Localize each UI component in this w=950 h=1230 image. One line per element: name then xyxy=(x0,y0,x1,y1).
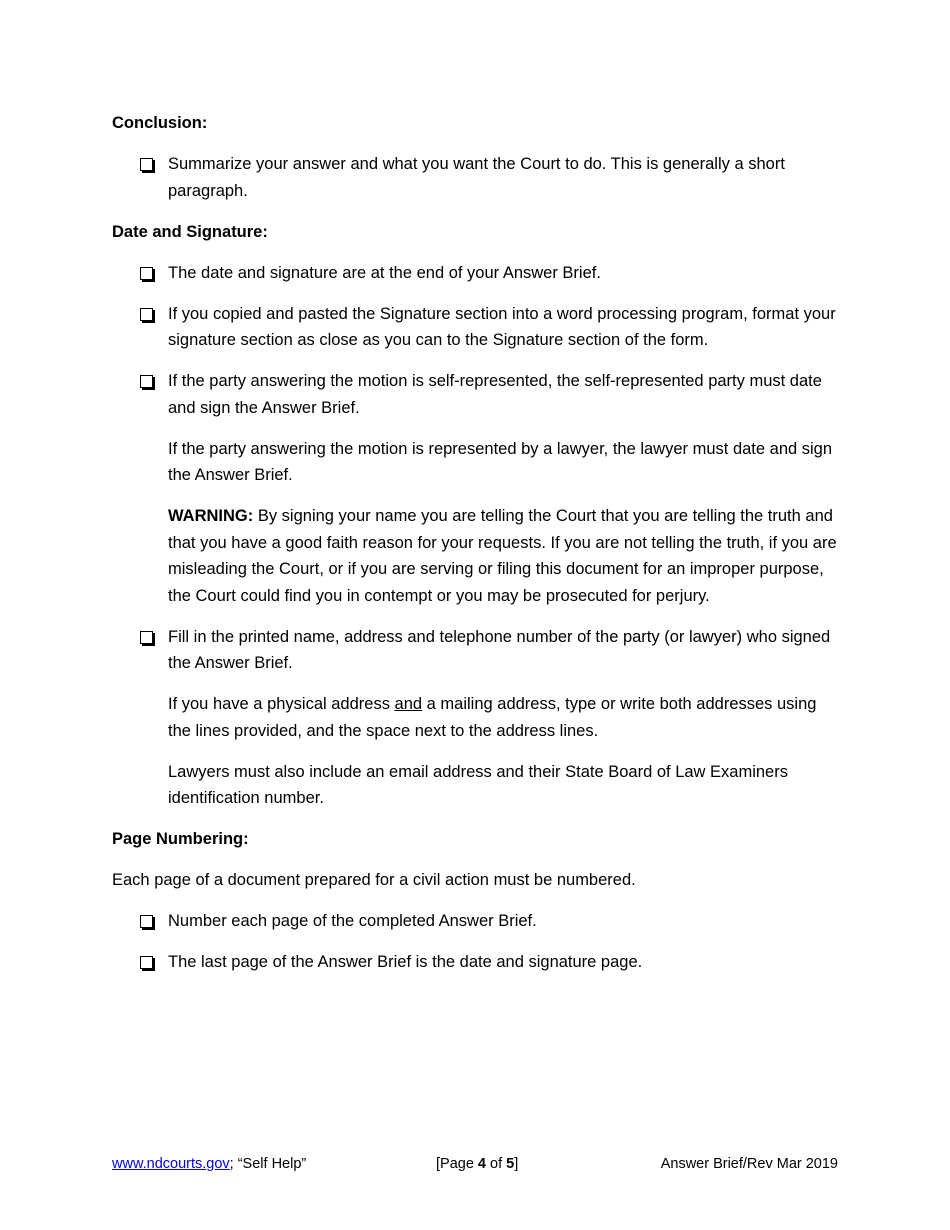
checkbox-icon xyxy=(140,158,153,171)
checklist-item xyxy=(112,368,842,421)
checklist-item xyxy=(112,260,842,287)
form-revision: Answer Brief/Rev Mar 2019 xyxy=(660,1156,838,1172)
checklist-item-text: The date and signature are at the end of your Answer Brief. xyxy=(168,263,601,282)
checklist-item xyxy=(112,301,842,354)
checkbox-icon xyxy=(140,915,153,928)
checklist-item xyxy=(112,949,842,976)
address-note-end: a mailing address, type or write both addresses using the lines provided, and the space next to the address lines. xyxy=(168,695,817,740)
warning-text: By signing your name you are telling the Court that you are telling the truth and that you have a good faith reason for your requests. If you are not telling the truth, if you are misleading the Court, or if you are serving or filing this document for an improper purpose, the Court could find you in contempt or you may be prosecuted for perjury. xyxy=(168,507,837,605)
page-numbering-heading: Page Numbering: xyxy=(112,830,249,848)
checklist-item-text: Fill in the printed name, address and telephone number of the party (or lawyer) who signed the Answer Brief. xyxy=(168,627,831,672)
checklist-item-text: Summarize your answer and what you want the Court to do. This is generally a short paragraph. xyxy=(168,155,785,200)
checkbox-icon xyxy=(140,375,153,388)
footer-source-suffix: ; “Self Help” xyxy=(229,1156,307,1172)
page-indicator xyxy=(436,1153,518,1175)
conclusion-heading: Conclusion: xyxy=(112,114,208,132)
checkbox-icon xyxy=(140,631,153,644)
page-footer xyxy=(112,1153,838,1175)
page-suffix: ] xyxy=(514,1156,519,1172)
address-note-start: If you have a physical address xyxy=(168,695,395,713)
checkbox-icon xyxy=(140,308,153,321)
page-prefix: [Page xyxy=(436,1156,478,1172)
checkbox-icon xyxy=(140,267,153,280)
footer-source xyxy=(112,1153,306,1175)
ndcourts-link[interactable]: www.ndcourts.gov xyxy=(112,1156,230,1172)
page-current: 4 xyxy=(477,1156,486,1172)
page-numbering-intro: Each page of a document prepared for a civil action must be numbered. xyxy=(112,871,636,889)
address-note-underlined: and xyxy=(394,695,423,713)
checklist-item-text: Number each page of the completed Answer Brief. xyxy=(168,912,537,930)
warning-label: WARNING: xyxy=(168,507,254,525)
checklist-item-text: The last page of the Answer Brief is the date and signature page. xyxy=(168,953,643,971)
checklist-item-text: If you copied and pasted the Signature section into a word processing program, format your signature section as close as you can to the Signature section of the form. xyxy=(168,304,836,349)
checklist-item xyxy=(112,151,842,204)
page-of: of xyxy=(486,1156,507,1172)
address-note xyxy=(112,691,842,744)
checklist-item-text: If the party answering the motion is self-represented, the self-represented party must date and sign the Answer Brief. xyxy=(168,372,822,417)
lawyer-note: Lawyers must also include an email address and their State Board of Law Examiners identification number. xyxy=(168,762,788,807)
document-body xyxy=(112,110,842,976)
warning-paragraph xyxy=(112,503,842,609)
date-signature-heading: Date and Signature: xyxy=(112,222,268,241)
page-total: 5 xyxy=(506,1156,515,1172)
lawyer-sign-note: If the party answering the motion is represented by a lawyer, the lawyer must date and sign the Answer Brief. xyxy=(168,439,833,484)
checklist-item xyxy=(112,908,842,935)
checkbox-icon xyxy=(140,956,153,969)
checklist-item xyxy=(112,624,842,677)
